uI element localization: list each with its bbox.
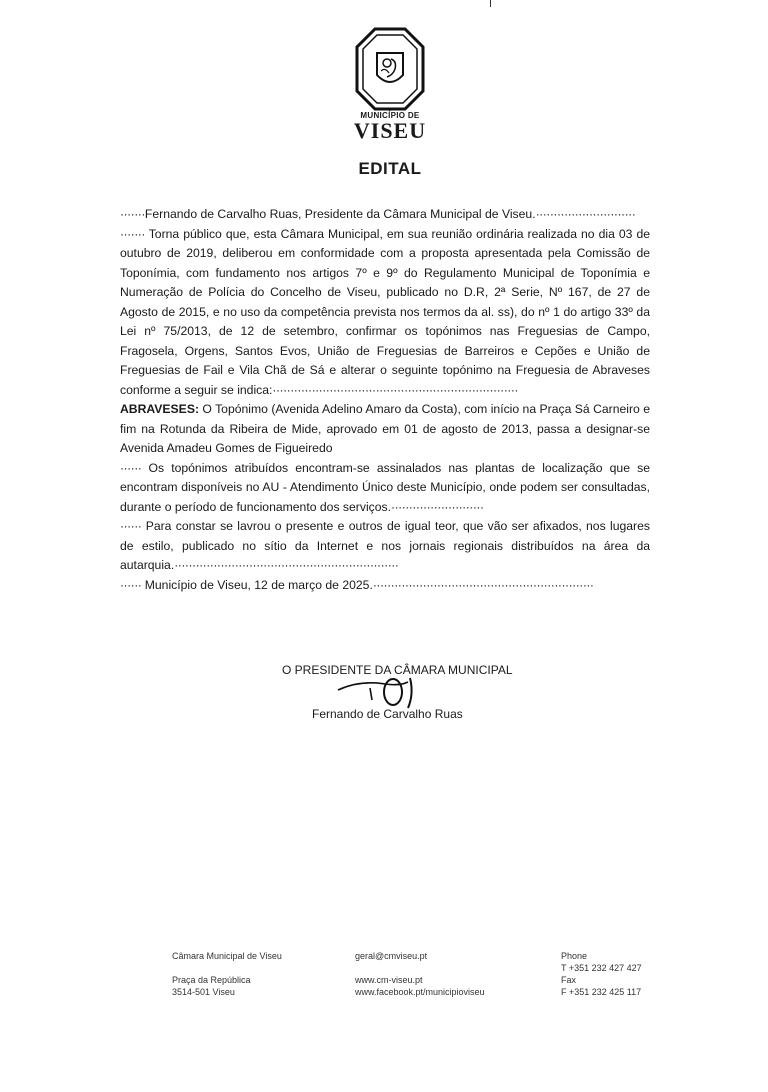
paragraph-text: Município de Viseu, 12 de março de 2025. <box>141 577 373 592</box>
paragraph-text: O Topónimo (Avenida Adelino Amaro da Costa), com início na Praça Sá Carneiro e fim na Rotunda da Ribeira de Mide, aprovado em 01 de agosto de 2013, passa a designar-se Avenida Amadeu Gomes de Figueiredo <box>120 402 650 455</box>
dot-leader: ······ <box>120 577 142 592</box>
footer-contacts <box>355 950 485 998</box>
logo-subtitle: MUNICÍPIO DE <box>360 111 420 120</box>
footer-address <box>172 950 282 998</box>
dot-leader: ······· <box>120 207 145 221</box>
dot-leader: ···························· <box>535 207 636 221</box>
paragraph-label: ABRAVESES: <box>120 402 200 416</box>
footer-website[interactable]: www.cm-viseu.pt <box>355 975 423 985</box>
signature-title: O PRESIDENTE DA CÂMARA MUNICIPAL <box>282 663 513 677</box>
scan-mark <box>490 0 491 7</box>
dot-leader: ······························································ <box>372 577 594 592</box>
footer-phone-label: Phone <box>561 951 588 961</box>
dot-leader: ·························· <box>391 499 484 514</box>
paragraph-deliberation <box>120 225 650 401</box>
paragraph-text: Torna público que, esta Câmara Municipal, em sua reunião ordinária realizada no dia 03 de outubro de 2019, deliberou em conformidade com a proposta apresentada pela Comissão de Toponímia, com fundamento nos artigos 7º e 9º do Regulamento Municipal de Toponímia e Numeração de Polícia do Concelho de Viseu, publicado no D.R, 2ª Serie, Nº 167, de 27 de Agosto de 2015, e no uso da competência prevista nos termos da al. ss), do nº 1 do artigo 33º da Lei nº 75/2013, de 12 de setembro, confirmar os topónimos nas Freguesias de Campo, Fragosela, Orgens, Santos Evos, União de Freguesias de Barreiros e Cepões e União de Freguesias de Fail e Vila Chã de Sá e alterar o seguinte topónimo na Freguesia de Abraveses conforme a seguir se indica: <box>120 226 650 397</box>
dot-leader: ······························································· <box>174 558 399 572</box>
paragraph-text: Para constar se lavrou o presente e outros de igual teor, que vão ser afixados, nos lugares de estilo, publicado no sítio da Internet e nos jornais regionais distribuídos na área da autarquia. <box>120 519 650 572</box>
footer-org: Câmara Municipal de Viseu <box>172 951 282 961</box>
footer-email[interactable]: geral@cmviseu.pt <box>355 951 428 961</box>
document-title: EDITAL <box>358 159 422 178</box>
dot-leader: ······ <box>120 460 142 475</box>
dot-leader: ····································································· <box>272 382 518 397</box>
handwritten-signature-icon <box>330 670 440 710</box>
paragraph-plans <box>120 459 650 518</box>
municipal-coat-of-arms-icon <box>355 27 425 111</box>
footer-fax-label: Fax <box>561 975 577 985</box>
paragraph-text: Os topónimos atribuídos encontram-se assinalados nas plantas de localização que se encontram disponíveis no AU - Atendimento Único deste Município, onde podem ser consultadas, durante o período de funcionamento dos serviços. <box>120 460 650 514</box>
paragraph-intro <box>120 205 650 225</box>
footer-fax: F +351 232 425 117 <box>561 987 642 997</box>
paragraph-text: Fernando de Carvalho Ruas, Presidente da Câmara Municipal de Viseu. <box>144 207 536 221</box>
dot-leader: ······· <box>120 226 145 241</box>
paragraph-publication <box>120 517 650 576</box>
signatory-name: Fernando de Carvalho Ruas <box>312 707 463 721</box>
dot-leader: ······ <box>120 519 142 533</box>
footer-phone: T +351 232 427 427 <box>561 963 642 973</box>
paragraph-abraveses <box>120 400 650 459</box>
document-body <box>120 205 650 595</box>
footer-phones <box>561 950 642 998</box>
footer-street: Praça da República <box>172 975 251 985</box>
footer-postal: 3514-501 Viseu <box>172 987 235 997</box>
footer-facebook[interactable]: www.facebook.pt/municipioviseu <box>355 987 485 997</box>
logo-name: VISEU <box>353 118 427 143</box>
paragraph-date <box>120 576 650 596</box>
